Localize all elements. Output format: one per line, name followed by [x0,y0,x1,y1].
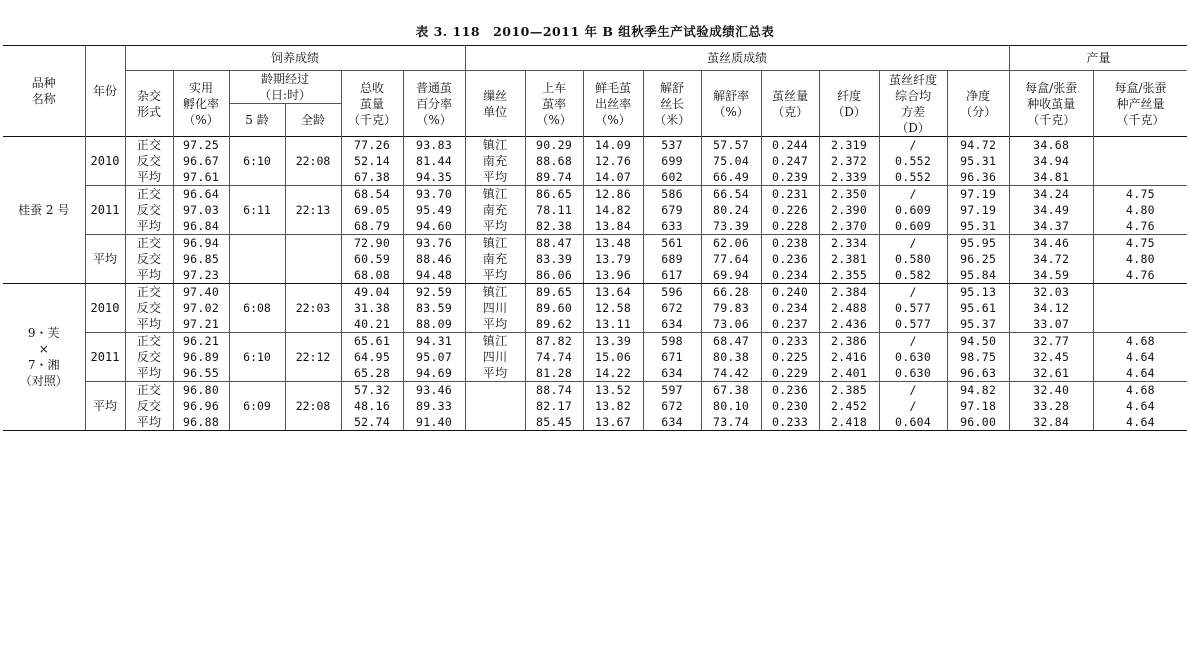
header-size: 纤度 （D） [819,71,879,137]
dur5-cell: 6:10 [229,333,285,382]
yield-cell: 32.77 32.45 32.61 [1009,333,1093,382]
cross-cell: 正交 反交 平均 [125,137,173,186]
reelability-cell: 62.06 77.64 69.94 [701,235,761,284]
silk-cell [1093,137,1187,186]
table-body [3,137,1187,431]
rawsilk-cell: 14.09 12.76 14.07 [583,137,643,186]
silk-cell: 4.68 4.64 4.64 [1093,382,1187,431]
header-silk-per-box: 每盒/张蚕 种产丝量 （千克） [1114,80,1167,127]
yield-cell: 34.68 34.94 34.81 [1009,137,1093,186]
hatch-cell: 96.94 96.85 97.23 [173,235,229,284]
header-group-cocoon: 茧丝质成绩 [465,46,1009,71]
silk-cell: 4.75 4.80 4.76 [1093,186,1187,235]
reelability-cell: 66.28 79.83 73.06 [701,284,761,333]
header-cross-form: 杂交 形式 [125,71,173,137]
durall-cell [285,235,341,284]
silk-cell [1093,284,1187,333]
reelability-cell: 68.47 80.38 74.42 [701,333,761,382]
dur5-cell: 6:11 [229,186,285,235]
cross-cell: 正交 反交 平均 [125,333,173,382]
rawsilk-cell: 13.48 13.79 13.96 [583,235,643,284]
year-cell: 2011 [85,186,125,235]
hatch-cell: 97.25 96.67 97.61 [173,137,229,186]
header-raw-silk: 鲜毛茧 出丝率 （%） [583,71,643,137]
length-cell: 586 679 633 [643,186,701,235]
silkweight-cell: 0.233 0.225 0.229 [761,333,819,382]
silkweight-cell: 0.236 0.230 0.233 [761,382,819,431]
neatness-cell: 94.50 98.75 96.63 [947,333,1009,382]
rawsilk-cell: 13.39 15.06 14.22 [583,333,643,382]
total-cell: 65.61 64.95 65.28 [341,333,403,382]
hatch-cell: 96.21 96.89 96.55 [173,333,229,382]
size-cell: 2.350 2.390 2.370 [819,186,879,235]
size-cell: 2.386 2.416 2.401 [819,333,879,382]
normal-cell: 94.31 95.07 94.69 [403,333,465,382]
rawsilk-cell: 13.52 13.82 13.67 [583,382,643,431]
header-size-deviation: 茧丝纤度 综合均 方差 （D） [879,71,947,137]
header-year: 年份 [85,46,125,137]
length-cell: 596 672 634 [643,284,701,333]
rawsilk-cell: 12.86 14.82 13.84 [583,186,643,235]
header-normal-cocoon: 普通茧 百分率 （%） [403,71,465,137]
results-table [3,45,1187,431]
length-cell: 537 699 602 [643,137,701,186]
header-filament-length: 解舒 丝长 （米） [643,71,701,137]
yield-cell: 34.46 34.72 34.59 [1009,235,1093,284]
deviation-cell: / 0.552 0.552 [879,137,947,186]
deviation-cell: / 0.580 0.582 [879,235,947,284]
header-duration-5: 5 龄 [229,104,285,137]
neatness-cell: 97.19 97.19 95.31 [947,186,1009,235]
size-cell: 2.319 2.372 2.339 [819,137,879,186]
neatness-cell: 95.13 95.61 95.37 [947,284,1009,333]
table-row [3,284,1187,333]
cross-cell: 正交 反交 平均 [125,284,173,333]
reel-cell: 90.29 88.68 89.74 [525,137,583,186]
header-total-cocoon: 总收 茧量 （千克） [341,71,403,137]
yield-cell: 32.40 33.28 32.84 [1009,382,1093,431]
length-cell: 561 689 617 [643,235,701,284]
table-row [3,137,1187,186]
reel-cell: 86.65 78.11 82.38 [525,186,583,235]
dur5-cell: 6:09 [229,382,285,431]
neatness-cell: 94.82 97.18 96.00 [947,382,1009,431]
cross-cell: 正交 反交 平均 [125,235,173,284]
total-cell: 57.32 48.16 52.74 [341,382,403,431]
table-row [3,235,1187,284]
silk-cell: 4.68 4.64 4.64 [1093,333,1187,382]
size-cell: 2.384 2.488 2.436 [819,284,879,333]
reel-cell: 88.74 82.17 85.45 [525,382,583,431]
silkweight-cell: 0.238 0.236 0.234 [761,235,819,284]
unit-cell: 镇江 南充 平均 [465,235,525,284]
table-caption: 表 3. 118 2010—2011 年 B 组秋季生产试验成绩汇总表 [415,24,775,39]
header-neatness: 净度 （分） [947,71,1009,137]
yield-cell: 32.03 34.12 33.07 [1009,284,1093,333]
header-yield-per-box: 每盒/张蚕 种收茧量 （千克） [1009,71,1093,137]
cross-cell: 正交 反交 平均 [125,186,173,235]
deviation-cell: / 0.609 0.609 [879,186,947,235]
silkweight-cell: 0.244 0.247 0.239 [761,137,819,186]
neatness-cell: 94.72 95.31 96.36 [947,137,1009,186]
total-cell: 77.26 52.14 67.38 [341,137,403,186]
normal-cell: 93.70 95.49 94.60 [403,186,465,235]
unit-cell: 镇江 南充 平均 [465,186,525,235]
normal-cell: 93.83 81.44 94.35 [403,137,465,186]
table-row [3,382,1187,431]
rawsilk-cell: 13.64 12.58 13.11 [583,284,643,333]
durall-cell: 22:08 [285,382,341,431]
table-header [3,46,1187,137]
durall-cell: 22:08 [285,137,341,186]
unit-cell: 镇江 南充 平均 [465,137,525,186]
cross-cell: 正交 反交 平均 [125,382,173,431]
year-cell: 2010 [85,284,125,333]
year-cell: 2010 [85,137,125,186]
durall-cell: 22:03 [285,284,341,333]
durall-cell: 22:12 [285,333,341,382]
header-duration: 龄期经过 （日:时） [229,71,341,104]
yield-cell: 34.24 34.49 34.37 [1009,186,1093,235]
table-row [3,333,1187,382]
total-cell: 68.54 69.05 68.79 [341,186,403,235]
silkweight-cell: 0.231 0.226 0.228 [761,186,819,235]
neatness-cell: 95.95 96.25 95.84 [947,235,1009,284]
reelability-cell: 66.54 80.24 73.39 [701,186,761,235]
header-group-rearing: 饲养成绩 [125,46,465,71]
silkweight-cell: 0.240 0.234 0.237 [761,284,819,333]
deviation-cell: / / 0.604 [879,382,947,431]
reelability-cell: 67.38 80.10 73.74 [701,382,761,431]
reel-cell: 87.82 74.74 81.28 [525,333,583,382]
silk-cell: 4.75 4.80 4.76 [1093,235,1187,284]
header-silk-weight: 茧丝量 （克） [761,71,819,137]
header-reeling-unit: 缫丝 单位 [465,71,525,137]
unit-cell: 镇江 四川 平均 [465,284,525,333]
reel-cell: 88.47 83.39 86.06 [525,235,583,284]
dur5-cell: 6:10 [229,137,285,186]
deviation-cell: / 0.630 0.630 [879,333,947,382]
size-cell: 2.334 2.381 2.355 [819,235,879,284]
unit-cell [465,382,525,431]
header-duration-all: 全龄 [285,104,341,137]
year-cell: 2011 [85,333,125,382]
normal-cell: 93.76 88.46 94.48 [403,235,465,284]
total-cell: 72.90 60.59 68.08 [341,235,403,284]
table-row [3,186,1187,235]
deviation-cell: / 0.577 0.577 [879,284,947,333]
reelability-cell: 57.57 75.04 66.49 [701,137,761,186]
unit-cell: 镇江 四川 平均 [465,333,525,382]
year-cell: 平均 [85,382,125,431]
size-cell: 2.385 2.452 2.418 [819,382,879,431]
header-reelability: 解舒率 （%） [701,71,761,137]
normal-cell: 93.46 89.33 91.40 [403,382,465,431]
header-group-output: 产量 [1009,46,1187,71]
dur5-cell [229,235,285,284]
dur5-cell: 6:08 [229,284,285,333]
total-cell: 49.04 31.38 40.21 [341,284,403,333]
header-hatch-rate: 实用 孵化率 （%） [173,71,229,137]
header-variety: 品种 名称 [3,46,85,137]
hatch-cell: 96.64 97.03 96.84 [173,186,229,235]
length-cell: 598 671 634 [643,333,701,382]
variety-name: 9・芙 × 7・湘 （对照） [3,284,85,431]
normal-cell: 92.59 83.59 88.09 [403,284,465,333]
hatch-cell: 97.40 97.02 97.21 [173,284,229,333]
reel-cell: 89.65 89.60 89.62 [525,284,583,333]
hatch-cell: 96.80 96.96 96.88 [173,382,229,431]
durall-cell: 22:13 [285,186,341,235]
year-cell: 平均 [85,235,125,284]
variety-name: 桂蚕 2 号 [3,137,85,284]
length-cell: 597 672 634 [643,382,701,431]
header-reel-rate: 上车 茧率 （%） [525,71,583,137]
